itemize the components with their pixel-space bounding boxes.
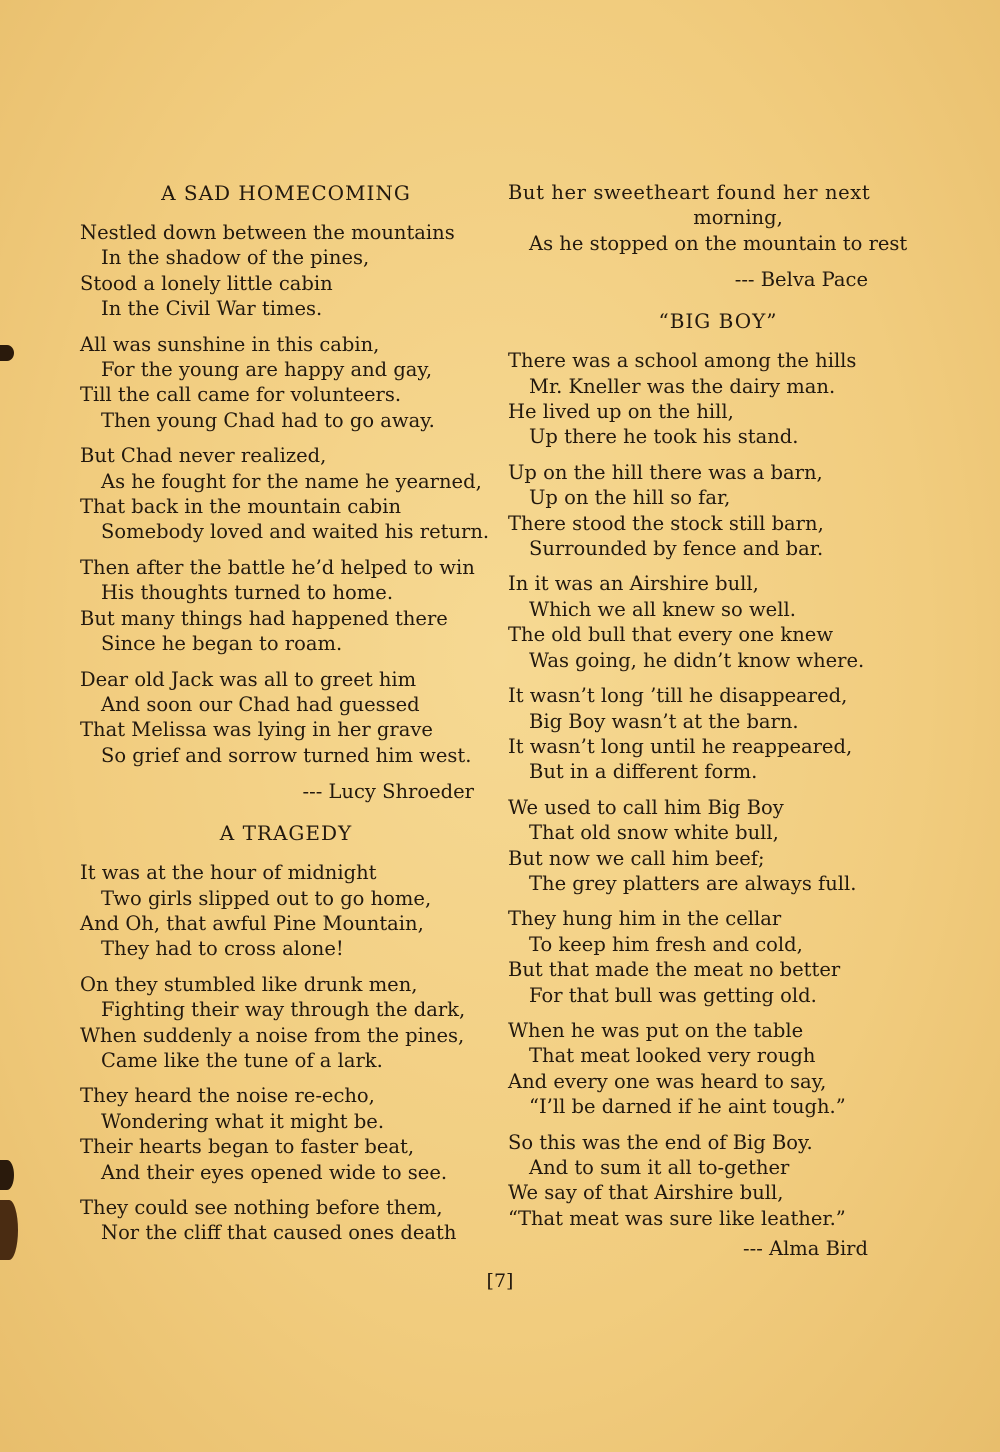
verse-line: That back in the mountain cabin <box>80 495 402 519</box>
verse-line: And their eyes opened wide to see. <box>101 1160 448 1184</box>
verse-line: Nestled down between the mountains <box>80 221 455 244</box>
verse-line: As he fought for the name he yearned, <box>101 469 482 493</box>
verse-line: Fighting their way through the dark, <box>101 998 466 1022</box>
stanza <box>508 460 928 562</box>
verse-line: When suddenly a noise from the pines, <box>80 1023 465 1047</box>
verse-line: That old snow white bull, <box>529 821 779 845</box>
stanza <box>80 1083 492 1185</box>
verse-line: “I’ll be darned if he aint tough.” <box>529 1095 846 1119</box>
stanza <box>508 348 928 450</box>
verse-line: In the Civil War times. <box>101 297 323 321</box>
verse-line: Stood a lonely little cabin <box>80 271 333 295</box>
verse-line: Up on the hill so far, <box>529 486 731 510</box>
verse-line: And every one was heard to say, <box>508 1069 827 1093</box>
verse-line: And soon our Chad had guessed <box>101 692 420 716</box>
verse-line: Somebody loved and waited his return. <box>101 520 490 544</box>
verse-line: Surrounded by fence and bar. <box>529 537 824 561</box>
verse-line: His thoughts turned to home. <box>101 581 394 605</box>
stanza <box>508 1130 928 1232</box>
verse-line: Their hearts began to faster beat, <box>80 1135 415 1159</box>
verse-line: Dear old Jack was all to greet him <box>80 667 417 691</box>
verse-line: For that bull was getting old. <box>529 983 817 1007</box>
poem-title: A SAD HOMECOMING <box>161 181 411 205</box>
verse-line: Then young Chad had to go away. <box>101 408 435 432</box>
stanza <box>80 443 492 545</box>
stanza <box>508 180 928 256</box>
verse-line: Nor the cliff that caused ones death <box>101 1221 457 1245</box>
verse-line: They could see nothing before them, <box>80 1196 443 1219</box>
binding-hole-top <box>0 345 14 361</box>
stanza <box>508 795 928 897</box>
verse-line: But now we call him beef; <box>508 846 765 870</box>
verse-line: But that made the meat no better <box>508 958 841 982</box>
verse-line: Then after the battle he’d helped to win <box>80 555 475 579</box>
verse-line: Since he began to roam. <box>101 632 343 656</box>
verse-line: There was a school among the hills <box>508 349 857 373</box>
verse-line: “That meat was sure like leather.” <box>508 1206 846 1230</box>
left-column <box>80 178 492 1256</box>
verse-line: But many things had happened there <box>80 606 448 630</box>
stanza <box>80 555 492 657</box>
verse-line: It wasn’t long ’till he disappeared, <box>508 684 848 708</box>
stanza <box>80 667 492 769</box>
verse-line: To keep him fresh and cold, <box>529 932 803 956</box>
binding-hole-middle <box>0 1160 14 1190</box>
verse-line: All was sunshine in this cabin, <box>80 332 380 356</box>
poem-title: A TRAGEDY <box>219 821 353 846</box>
verse-line: But in a different form. <box>529 760 758 784</box>
stanza <box>80 860 492 962</box>
verse-line: That meat looked very rough <box>529 1044 816 1068</box>
verse-line: For the young are happy and gay, <box>101 358 433 382</box>
verse-line: Two girls slipped out to go home, <box>101 886 432 910</box>
verse-line: When he was put on the table <box>508 1018 804 1042</box>
binding-hole-bottom <box>0 1200 18 1260</box>
verse-line: He lived up on the hill, <box>508 400 734 424</box>
stanza <box>508 571 928 673</box>
verse-line: It was at the hour of midnight <box>80 861 377 885</box>
poem-author: --- Lucy Shroeder <box>302 780 474 804</box>
verse-line: As he stopped on the mountain to rest <box>529 231 908 255</box>
verse-line: On they stumbled like drunk men, <box>80 972 418 996</box>
verse-line: So grief and sorrow turned him west. <box>101 743 472 767</box>
right-column <box>508 180 928 1275</box>
verse-line: Up on the hill there was a barn, <box>508 460 823 484</box>
poem-author: --- Alma Bird <box>743 1237 868 1261</box>
stanza <box>80 1195 492 1246</box>
poem-title: “BIG BOY” <box>658 309 778 334</box>
verse-line: Up there he took his stand. <box>529 425 799 449</box>
verse-line: They hung him in the cellar <box>508 907 782 931</box>
verse-line: It wasn’t long until he reappeared, <box>508 734 853 758</box>
verse-line: Came like the tune of a lark. <box>101 1048 383 1072</box>
verse-line: Was going, he didn’t know where. <box>529 648 865 672</box>
verse-line: Till the call came for volunteers. <box>80 383 402 407</box>
verse-line: There stood the stock still barn, <box>508 511 824 535</box>
stanza <box>508 1018 928 1120</box>
verse-line: Mr. Kneller was the dairy man. <box>529 374 836 398</box>
stanza <box>80 972 492 1074</box>
verse-line: In it was an Airshire bull, <box>508 572 759 596</box>
verse-line: The old bull that every one knew <box>508 623 834 647</box>
stanza <box>80 332 492 434</box>
stanza <box>508 906 928 1008</box>
verse-line: The grey platters are always full. <box>529 871 857 895</box>
stanza <box>508 683 928 785</box>
stanza <box>80 220 492 322</box>
verse-line-wrap: morning, <box>693 206 783 230</box>
verse-line: Which we all knew so well. <box>529 597 796 621</box>
verse-line: And to sum it all to-gether <box>529 1156 790 1179</box>
verse-line: So this was the end of Big Boy. <box>508 1130 813 1154</box>
verse-line: We used to call him Big Boy <box>508 795 784 819</box>
page-number: [7] <box>486 1270 514 1292</box>
verse-line: Big Boy wasn’t at the barn. <box>529 709 799 733</box>
verse-line: Wondering what it might be. <box>101 1109 385 1133</box>
verse-line: That Melissa was lying in her grave <box>80 718 433 742</box>
verse-line: We say of that Airshire bull, <box>508 1181 784 1205</box>
verse-line: They had to cross alone! <box>101 937 344 961</box>
verse-line: And Oh, that awful Pine Mountain, <box>80 911 424 935</box>
poem-author: --- Belva Pace <box>734 268 868 292</box>
verse-line: In the shadow of the pines, <box>101 246 370 270</box>
verse-line: But her sweetheart found her next <box>508 181 871 204</box>
verse-line: They heard the noise re-echo, <box>80 1084 375 1108</box>
verse-line: But Chad never realized, <box>80 444 327 468</box>
